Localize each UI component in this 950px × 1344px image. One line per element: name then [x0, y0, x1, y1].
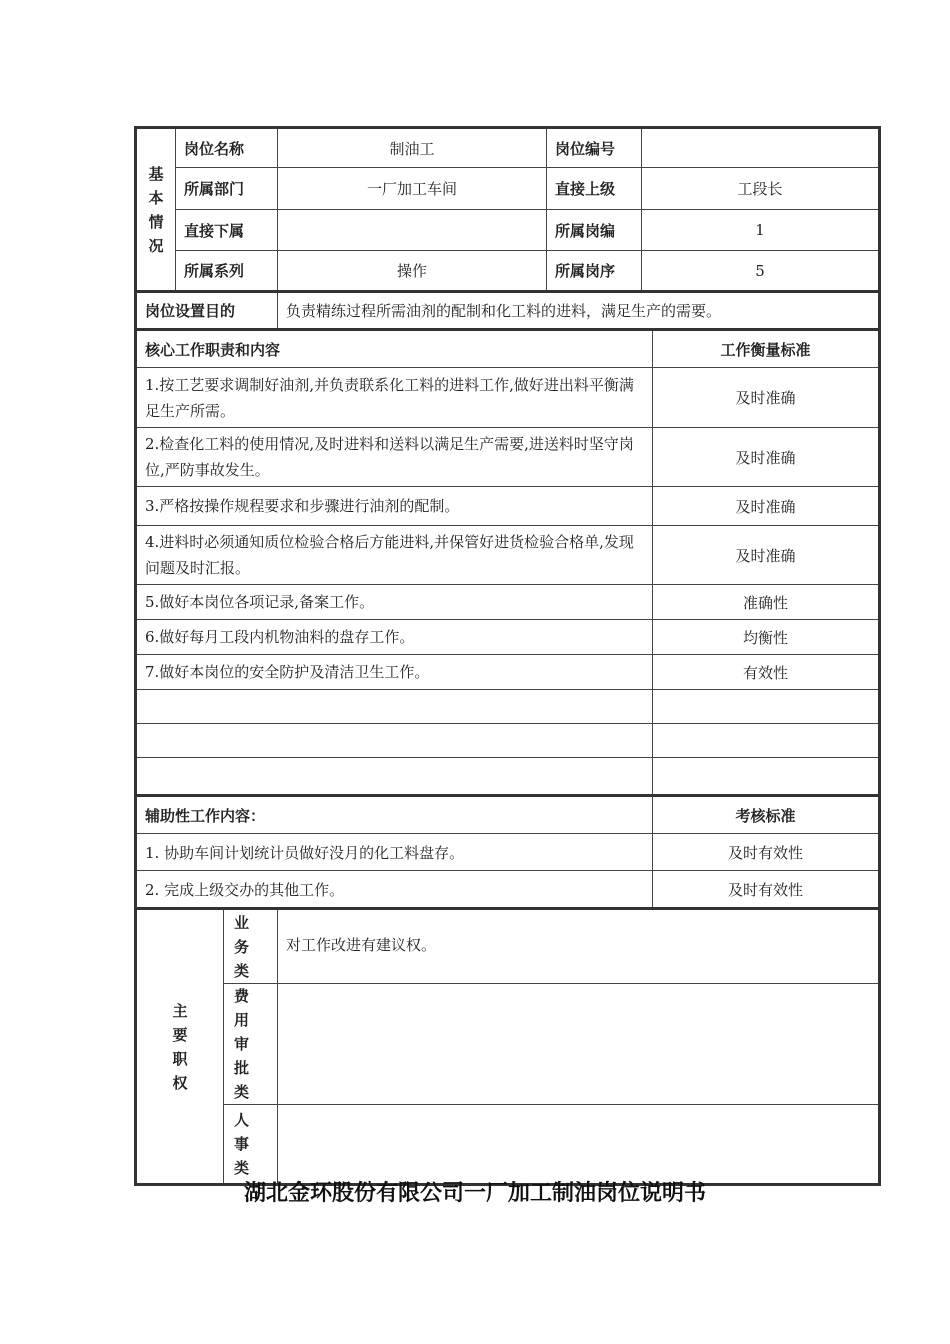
- purpose-label: 岗位设置目的: [136, 292, 278, 330]
- quota-value: 1: [642, 210, 880, 251]
- order-value: 5: [642, 251, 880, 292]
- post-no-label: 岗位编号: [547, 128, 642, 168]
- basic-info-side-label: 基 本 情 况: [136, 128, 176, 292]
- rights-table: [134, 907, 881, 1186]
- table-row: [136, 368, 880, 428]
- duty-text: 5.做好本岗位各项记录,备案工作。: [136, 585, 653, 620]
- table-row: [136, 526, 880, 585]
- duty-text: 1.按工艺要求调制好油剂,并负责联系化工料的进料工作,做好进出料平衡满足生产所需。: [136, 368, 653, 428]
- table-row: [136, 834, 880, 871]
- aux-standard: 及时有效性: [653, 834, 880, 871]
- core-standard-header: 工作衡量标准: [653, 330, 880, 368]
- business-rights-value: 对工作改进有建议权。: [278, 909, 880, 984]
- duty-standard: 及时准确: [653, 526, 880, 585]
- subordinate-label: 直接下属: [176, 210, 278, 251]
- core-duties-header: 核心工作职责和内容: [136, 330, 653, 368]
- table-row-empty: [136, 758, 880, 796]
- personnel-rights-value: [278, 1105, 880, 1185]
- purpose-value: 负责精练过程所需油剂的配制和化工料的进料，满足生产的需要。: [278, 292, 880, 330]
- expense-rights-value: [278, 984, 880, 1105]
- duty-standard: 准确性: [653, 585, 880, 620]
- aux-standard-header: 考核标准: [653, 796, 880, 834]
- aux-duties-header: 辅助性工作内容：: [136, 796, 653, 834]
- job-description-sheet: [134, 126, 878, 1186]
- quota-label: 所属岗编: [547, 210, 642, 251]
- post-no-value: [642, 128, 880, 168]
- aux-text: 1. 协助车间计划统计员做好没月的化工料盘存。: [136, 834, 653, 871]
- basic-info-table: [134, 126, 881, 293]
- aux-standard: 及时有效性: [653, 871, 880, 909]
- series-label: 所属系列: [176, 251, 278, 292]
- duty-text: 7.做好本岗位的安全防护及清洁卫生工作。: [136, 655, 653, 690]
- superior-value: 工段长: [642, 168, 880, 210]
- duty-standard: 及时准确: [653, 428, 880, 487]
- table-row: [136, 620, 880, 655]
- duty-text: 2.检查化工料的使用情况,及时进料和送料以满足生产需要,进送料时坚守岗位,严防事故发生。: [136, 428, 653, 487]
- duty-text: 4.进料时必须通知质位检验合格后方能进料,并保管好进货检验合格单,发现问题及时汇报。: [136, 526, 653, 585]
- table-row-empty: [136, 724, 880, 758]
- dept-label: 所属部门: [176, 168, 278, 210]
- duty-standard: 均衡性: [653, 620, 880, 655]
- table-row: [136, 655, 880, 690]
- superior-label: 直接上级: [547, 168, 642, 210]
- duty-standard: 及时准确: [653, 487, 880, 526]
- duty-standard: 及时准确: [653, 368, 880, 428]
- aux-text: 2. 完成上级交办的其他工作。: [136, 871, 653, 909]
- series-value: 操作: [278, 251, 547, 292]
- aux-duties-table: [134, 794, 881, 910]
- post-name-value: 制油工: [278, 128, 547, 168]
- core-duties-table: [134, 328, 881, 797]
- table-row: [136, 487, 880, 526]
- purpose-table: [134, 290, 881, 331]
- expense-rights-label: 费用审批类: [224, 984, 278, 1105]
- table-row: [136, 585, 880, 620]
- subordinate-value: [278, 210, 547, 251]
- duty-standard: 有效性: [653, 655, 880, 690]
- table-row: [136, 428, 880, 487]
- table-row: [136, 871, 880, 909]
- post-name-label: 岗位名称: [176, 128, 278, 168]
- duty-text: 3.严格按操作规程要求和步骤进行油剂的配制。: [136, 487, 653, 526]
- document-title: 湖北金环股份有限公司一厂加工制油岗位说明书: [243, 1181, 706, 1206]
- personnel-rights-label: 人事类: [224, 1105, 278, 1185]
- dept-value: 一厂加工车间: [278, 168, 547, 210]
- business-rights-label: 业务类: [224, 909, 278, 984]
- table-row-empty: [136, 690, 880, 724]
- duty-text: 6.做好每月工段内机物油料的盘存工作。: [136, 620, 653, 655]
- order-label: 所属岗序: [547, 251, 642, 292]
- rights-side-label: 主 要 职 权: [136, 909, 224, 1185]
